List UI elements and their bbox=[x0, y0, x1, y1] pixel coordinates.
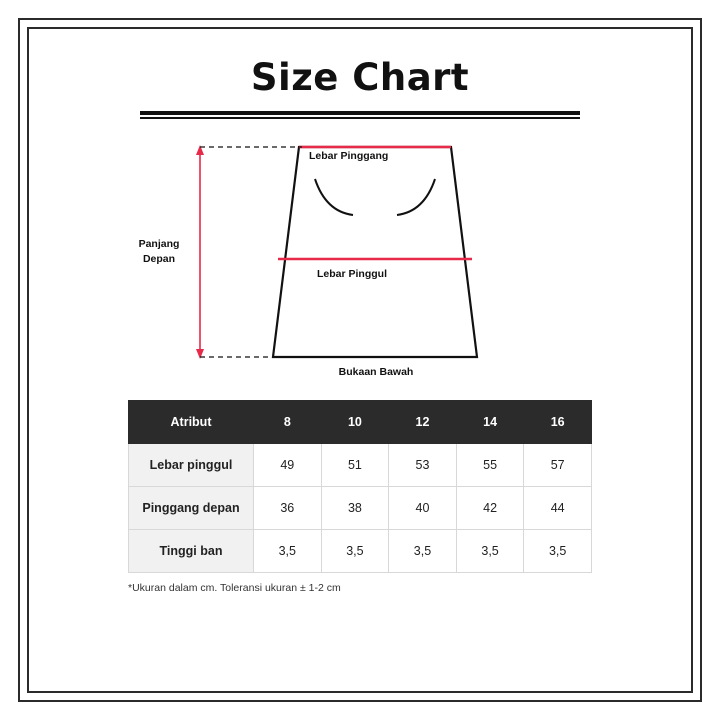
cell-tinggi-ban-16: 3,5 bbox=[524, 530, 592, 573]
label-panjang-depan-line2: Depan bbox=[142, 253, 176, 265]
cell-tinggi-ban-14: 3,5 bbox=[456, 530, 524, 573]
garment-outline-shape bbox=[273, 147, 477, 357]
size-table-wrapper bbox=[40, 400, 680, 573]
table-head bbox=[129, 401, 592, 444]
cell-pinggang-depan-16: 44 bbox=[524, 487, 592, 530]
table-header-size-16: 16 bbox=[524, 401, 592, 444]
page-title: Size Chart bbox=[250, 56, 470, 99]
cell-lebar-pinggul-12: 53 bbox=[389, 444, 457, 487]
page-content bbox=[40, 40, 680, 680]
cell-lebar-pinggul-16: 57 bbox=[524, 444, 592, 487]
skirt-diagram bbox=[40, 129, 680, 394]
table-header-size-8: 8 bbox=[254, 401, 322, 444]
cell-pinggang-depan-12: 40 bbox=[389, 487, 457, 530]
cell-pinggang-depan-14: 42 bbox=[456, 487, 524, 530]
measurement-note: *Ukuran dalam cm. Toleransi ukuran ± 1-2 cm bbox=[128, 582, 341, 594]
table-header-attribute: Atribut bbox=[129, 401, 254, 444]
cell-tinggi-ban-8: 3,5 bbox=[254, 530, 322, 573]
cell-lebar-pinggul-8: 49 bbox=[254, 444, 322, 487]
cell-pinggang-depan-10: 38 bbox=[321, 487, 389, 530]
table-header-size-14: 14 bbox=[456, 401, 524, 444]
table-header-size-12: 12 bbox=[389, 401, 457, 444]
row-label-lebar-pinggul: Lebar pinggul bbox=[129, 444, 254, 487]
table-row bbox=[129, 487, 592, 530]
label-lebar-pinggul: Lebar Pinggul bbox=[317, 268, 388, 280]
label-lebar-pinggang: Lebar Pinggang bbox=[309, 150, 389, 162]
cell-tinggi-ban-10: 3,5 bbox=[321, 530, 389, 573]
cell-lebar-pinggul-10: 51 bbox=[321, 444, 389, 487]
table-row bbox=[129, 444, 592, 487]
label-panjang-depan-line1: Panjang bbox=[138, 238, 180, 250]
cell-tinggi-ban-12: 3,5 bbox=[389, 530, 457, 573]
table-body bbox=[129, 444, 592, 573]
row-label-pinggang-depan: Pinggang depan bbox=[129, 487, 254, 530]
row-label-tinggi-ban: Tinggi ban bbox=[129, 530, 254, 573]
table-header-size-10: 10 bbox=[321, 401, 389, 444]
table-header-row bbox=[129, 401, 592, 444]
size-table bbox=[128, 400, 592, 573]
label-bukaan-bawah: Bukaan Bawah bbox=[338, 366, 414, 378]
table-row bbox=[129, 530, 592, 573]
title-divider bbox=[140, 111, 580, 119]
cell-pinggang-depan-8: 36 bbox=[254, 487, 322, 530]
cell-lebar-pinggul-14: 55 bbox=[456, 444, 524, 487]
